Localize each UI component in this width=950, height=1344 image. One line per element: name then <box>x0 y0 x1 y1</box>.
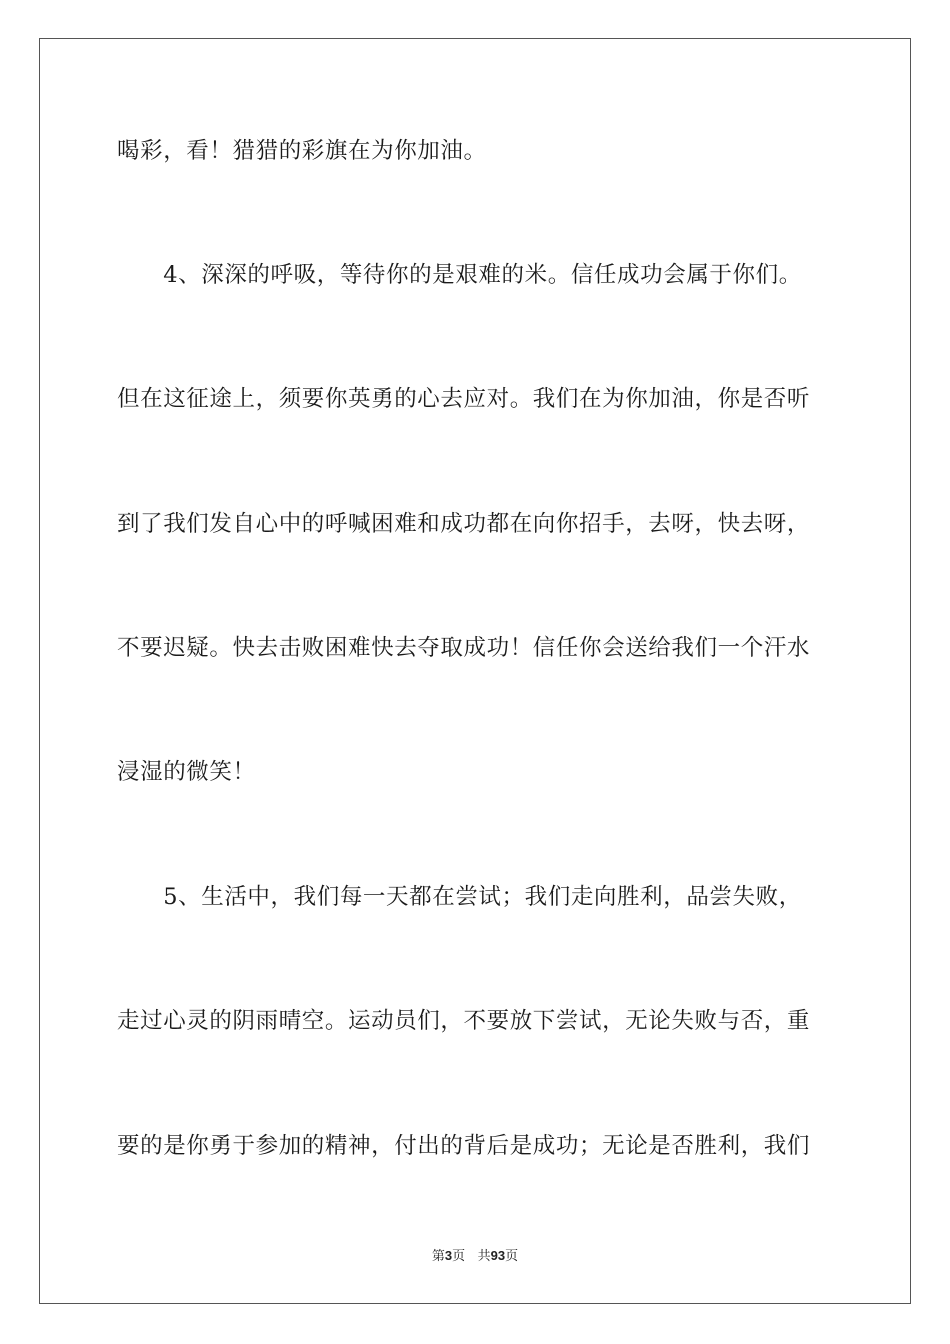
current-page-number: 3 <box>444 1248 453 1263</box>
text-line: 喝彩，看！猎猎的彩旗在为你加油。 <box>117 138 487 164</box>
footer-prefix: 第 <box>431 1249 445 1264</box>
text-line: 走过心灵的阴雨晴空。运动员们，不要放下尝试，无论失败与否，重 <box>117 1008 811 1034</box>
text-line: 5、生活中，我们每一天都在尝试；我们走向胜利，品尝失败， <box>117 884 802 910</box>
text-line: 4、深深的呼吸，等待你的是艰难的米。信任成功会属于你们。 <box>117 262 802 288</box>
text-line: 到了我们发自心中的呼喊困难和成功都在向你招手，去呀，快去呀， <box>117 511 811 537</box>
footer-total-unit: 页 <box>505 1249 519 1264</box>
text-line: 不要迟疑。快去击败困难快去夺取成功！信任你会送给我们一个汗水 <box>117 635 811 661</box>
page-footer <box>0 1247 950 1266</box>
footer-page-unit: 页 <box>452 1249 466 1264</box>
footer-total-prefix: 共 <box>477 1249 491 1264</box>
text-line: 要的是你勇于参加的精神，付出的背后是成功；无论是否胜利，我们 <box>117 1133 811 1159</box>
text-line: 浸湿的微笑！ <box>117 759 256 785</box>
total-pages-number: 93 <box>490 1248 506 1263</box>
text-line: 但在这征途上，须要你英勇的心去应对。我们在为你加油，你是否听 <box>117 386 811 412</box>
page-border <box>39 38 911 1304</box>
